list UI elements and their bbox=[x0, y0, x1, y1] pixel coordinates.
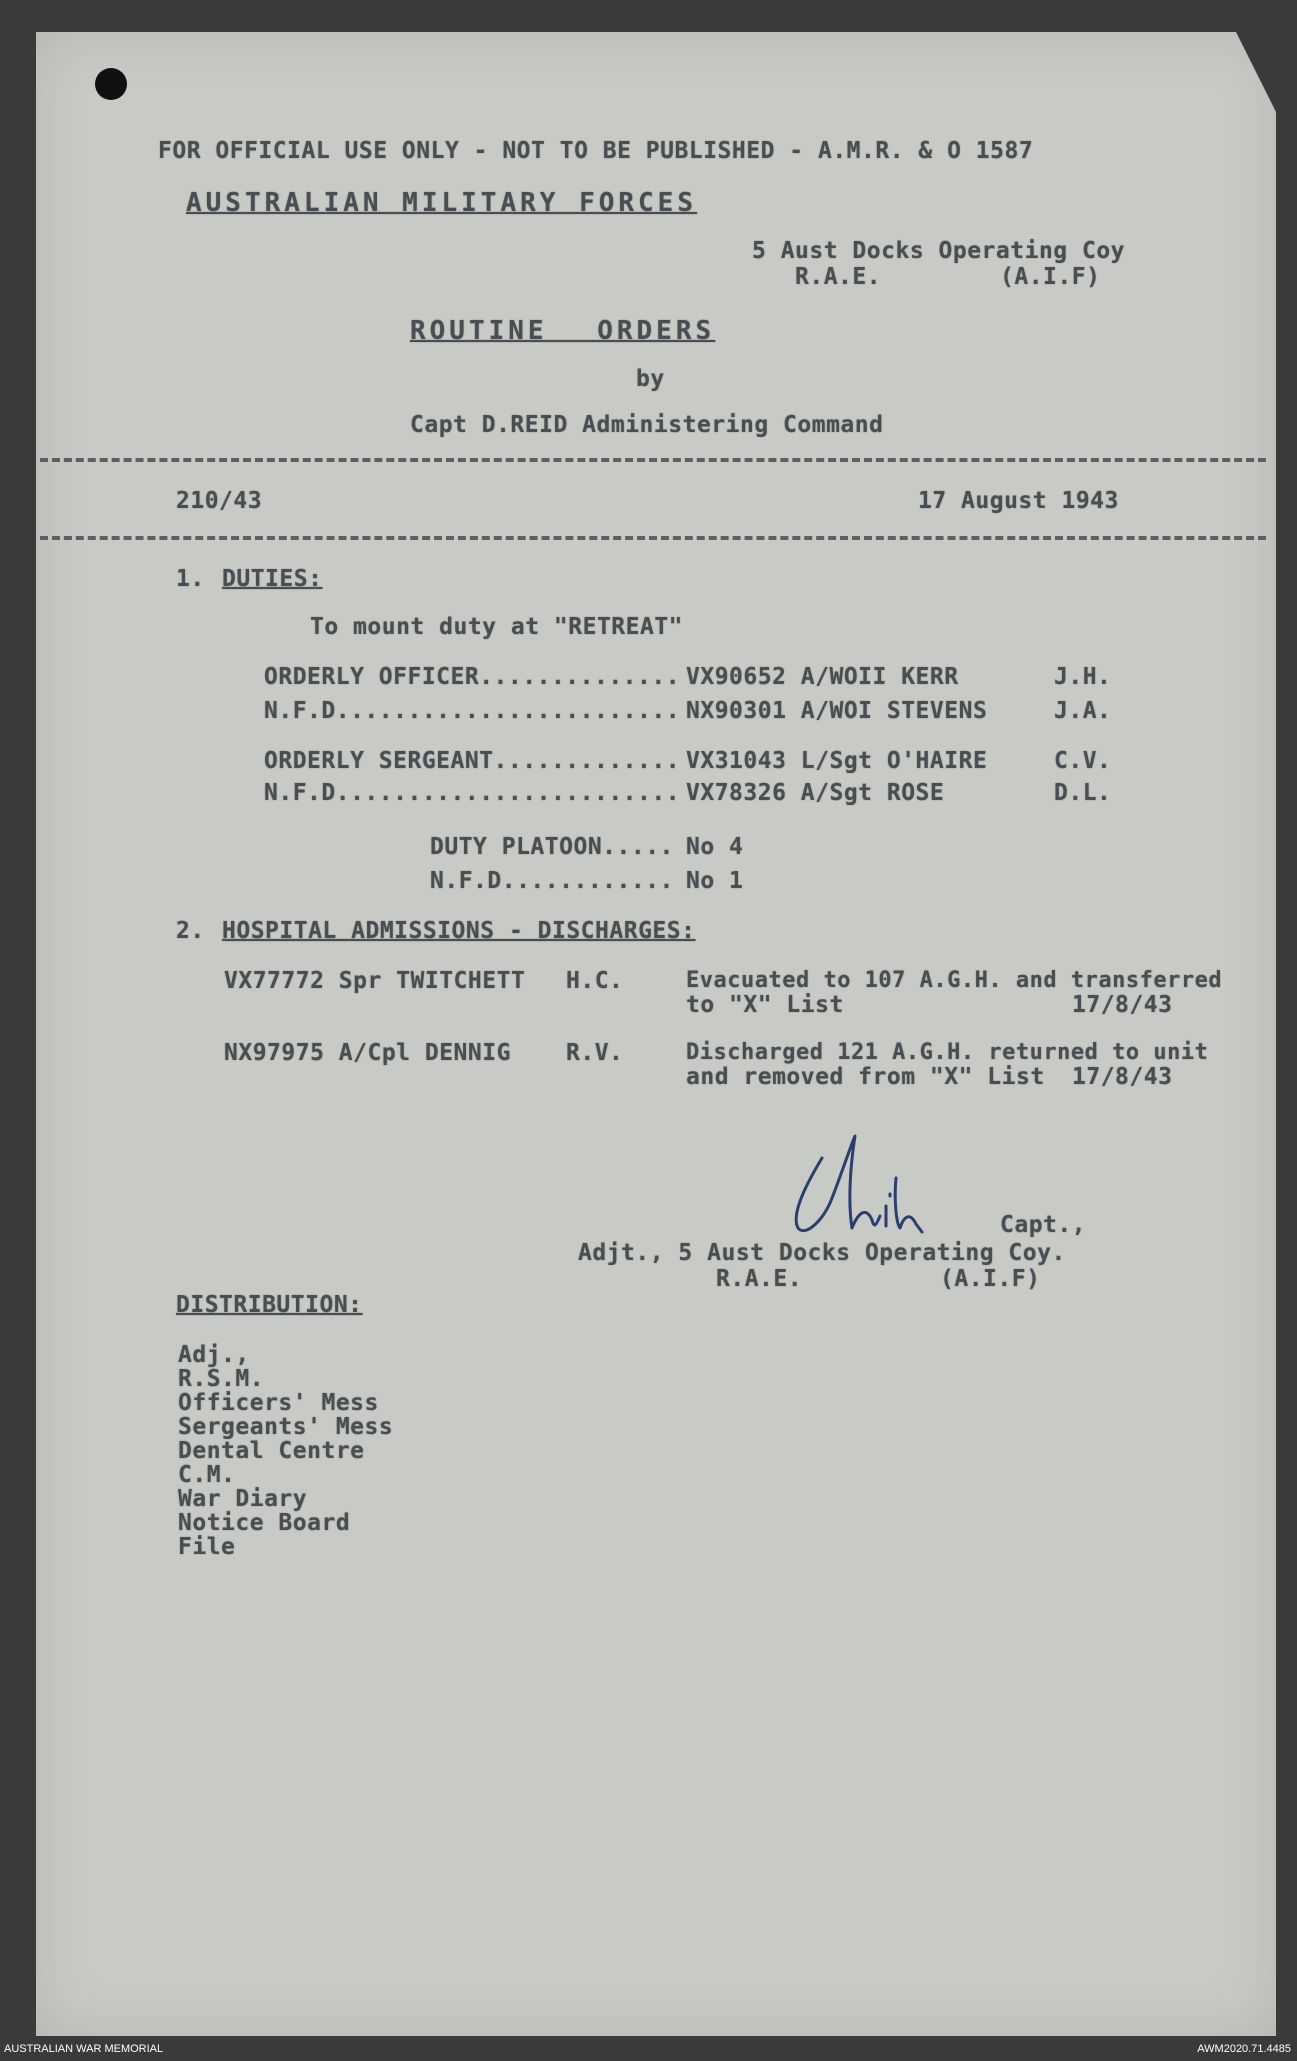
unit-name: 5 Aust Docks Operating Coy bbox=[752, 238, 1126, 264]
punch-hole bbox=[95, 68, 127, 100]
document-title: ROUTINE ORDERS bbox=[410, 316, 716, 346]
duty-intro: To mount duty at "RETREAT" bbox=[310, 614, 684, 640]
unit-corps: R.A.E. bbox=[795, 264, 882, 290]
hospital-note-line2: to "X" List bbox=[686, 992, 844, 1018]
distribution-item: Dental Centre bbox=[178, 1438, 365, 1464]
unit-force: (A.I.F) bbox=[1000, 264, 1101, 290]
section2-number: 2. bbox=[176, 918, 205, 944]
forces-heading: AUSTRALIAN MILITARY FORCES bbox=[186, 188, 697, 218]
by-line: by bbox=[636, 366, 665, 392]
section1-heading: DUTIES: bbox=[222, 566, 323, 592]
section2-heading: HOSPITAL ADMISSIONS - DISCHARGES: bbox=[222, 918, 696, 944]
hospital-date: 17/8/43 bbox=[1072, 992, 1173, 1018]
platoon-role: DUTY PLATOON..... bbox=[430, 834, 674, 860]
distribution-item: Sergeants' Mess bbox=[178, 1414, 394, 1440]
duty-detail: VX31043 L/Sgt O'HAIRE bbox=[686, 748, 988, 774]
commander-line: Capt D.REID Administering Command bbox=[410, 412, 884, 438]
hospital-soldier: NX97975 A/Cpl DENNIG bbox=[224, 1040, 511, 1066]
handwritten-signature bbox=[770, 1128, 940, 1248]
duty-initials: J.H. bbox=[1054, 664, 1112, 690]
duty-role: ORDERLY OFFICER.............. bbox=[264, 664, 681, 690]
signature-force: (A.I.F) bbox=[940, 1266, 1041, 1292]
duty-detail: VX90652 A/WOII KERR bbox=[686, 664, 959, 690]
top-rule bbox=[40, 458, 1266, 462]
platoon-value: No 4 bbox=[686, 834, 744, 860]
hospital-note-line1: Evacuated to 107 A.G.H. and transferred bbox=[686, 968, 1223, 993]
hospital-initials: H.C. bbox=[566, 968, 624, 994]
duty-detail: VX78326 A/Sgt ROSE bbox=[686, 780, 945, 806]
duty-role: N.F.D........................ bbox=[264, 698, 681, 724]
distribution-heading: DISTRIBUTION: bbox=[176, 1292, 363, 1318]
official-use-line: FOR OFFICIAL USE ONLY - NOT TO BE PUBLISHED - A.M.R. & O 1587 bbox=[158, 138, 1034, 164]
hospital-date: 17/8/43 bbox=[1072, 1064, 1173, 1090]
duty-initials: C.V. bbox=[1054, 748, 1112, 774]
signature-rank: Capt., bbox=[1000, 1212, 1087, 1238]
signature-title: Adjt., 5 Aust Docks Operating Coy. bbox=[578, 1240, 1066, 1266]
hospital-note-line2: and removed from "X" List bbox=[686, 1064, 1045, 1090]
hospital-soldier: VX77772 Spr TWITCHETT bbox=[224, 968, 526, 994]
distribution-item: Notice Board bbox=[178, 1510, 351, 1536]
distribution-item: File bbox=[178, 1534, 236, 1560]
distribution-item: R.S.M. bbox=[178, 1366, 265, 1392]
duty-detail: NX90301 A/WOI STEVENS bbox=[686, 698, 988, 724]
platoon-role: N.F.D............ bbox=[430, 868, 674, 894]
order-date: 17 August 1943 bbox=[918, 488, 1119, 514]
distribution-item: War Diary bbox=[178, 1486, 308, 1512]
platoon-value: No 1 bbox=[686, 868, 744, 894]
distribution-item: C.M. bbox=[178, 1462, 236, 1488]
bottom-rule bbox=[40, 536, 1266, 540]
order-number: 210/43 bbox=[176, 488, 263, 514]
section1-number: 1. bbox=[176, 566, 205, 592]
distribution-item: Adj., bbox=[178, 1342, 250, 1368]
hospital-note-line1: Discharged 121 A.G.H. returned to unit bbox=[686, 1040, 1209, 1065]
duty-role: N.F.D........................ bbox=[264, 780, 681, 806]
duty-initials: D.L. bbox=[1054, 780, 1112, 806]
footer-accession: AWM2020.71.4485 bbox=[1197, 2043, 1291, 2055]
hospital-initials: R.V. bbox=[566, 1040, 624, 1066]
footer-source: AUSTRALIAN WAR MEMORIAL bbox=[4, 2043, 164, 2055]
duty-role: ORDERLY SERGEANT............. bbox=[264, 748, 681, 774]
duty-initials: J.A. bbox=[1054, 698, 1112, 724]
signature-corps: R.A.E. bbox=[716, 1266, 803, 1292]
distribution-item: Officers' Mess bbox=[178, 1390, 379, 1416]
page-corner bbox=[1236, 32, 1276, 112]
